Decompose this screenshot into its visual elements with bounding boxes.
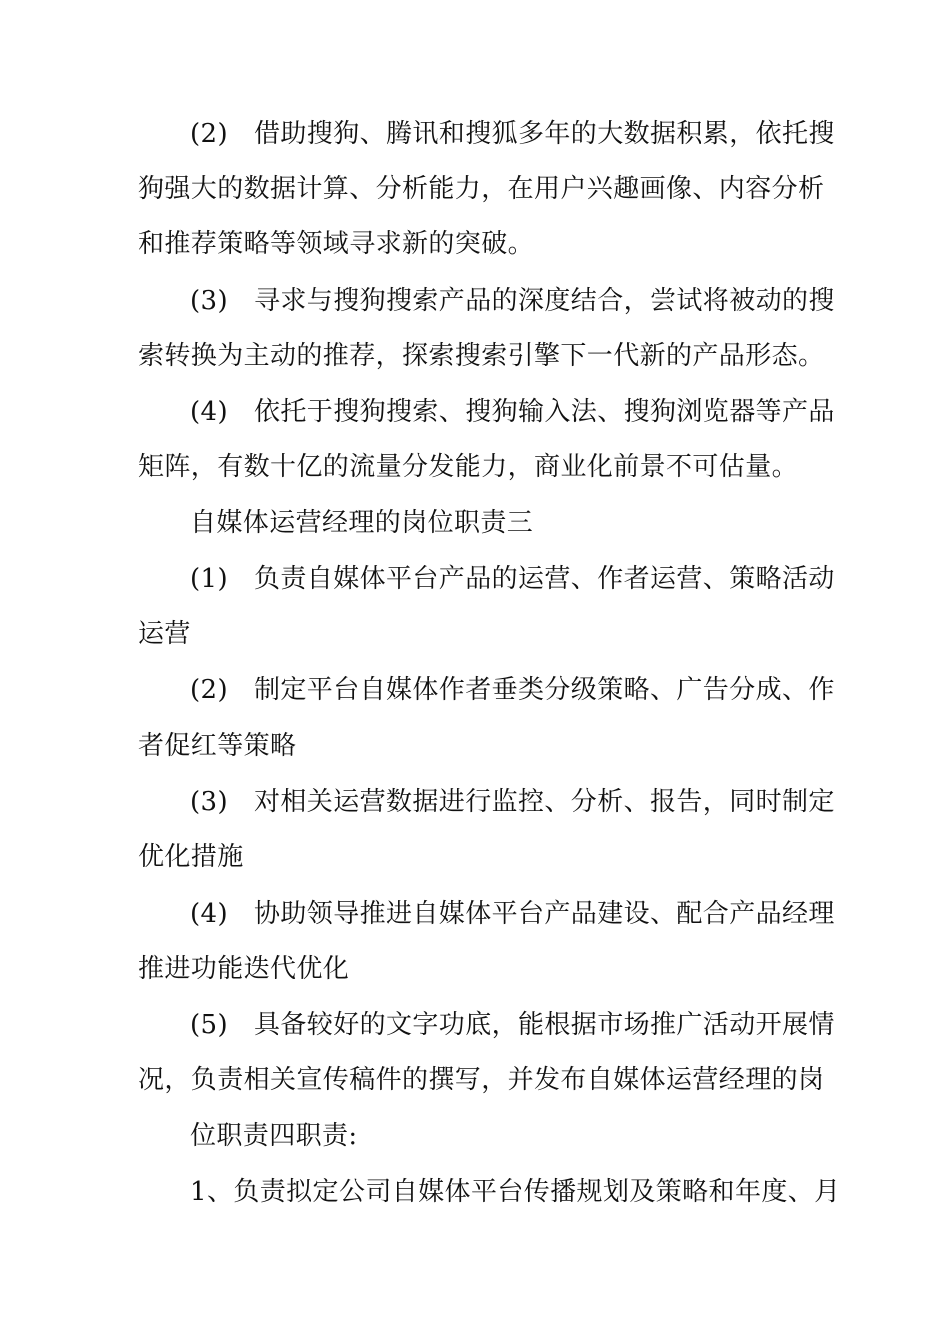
line-text: 1、负责拟定公司自媒体平台传播规划及策略和年度、月: [190, 1177, 841, 1207]
paragraph-line: [138, 617, 820, 651]
line-text: 况，负责相关宣传稿件的撰写，并发布自媒体运营经理的岗: [138, 1065, 825, 1095]
paragraph-line: [190, 395, 835, 429]
line-text: 推进功能迭代优化: [138, 954, 350, 984]
paragraph-line: [138, 172, 825, 206]
line-text: 和推荐策略等领域寻求新的突破。: [138, 229, 535, 259]
item-number: (1): [190, 564, 229, 594]
line-text: 具备较好的文字功底，能根据市场推广活动开展情: [254, 1010, 835, 1040]
paragraph-line: [138, 339, 825, 373]
line-text: 对相关运营数据进行监控、分析、报告，同时制定: [254, 787, 835, 817]
line-text: 借助搜狗、腾讯和搜狐多年的大数据积累，依托搜: [254, 119, 835, 149]
line-text: 寻求与搜狗搜索产品的深度结合，尝试将被动的搜: [254, 286, 835, 316]
paragraph-line: [190, 673, 835, 707]
paragraph-line: [190, 1008, 835, 1042]
line-text: 依托于搜狗搜索、搜狗输入法、搜狗浏览器等产品: [254, 397, 835, 427]
line-text: 优化措施: [138, 842, 244, 872]
item-number: (2): [190, 675, 229, 705]
line-text: 者促红等策略: [138, 731, 297, 761]
paragraph-line: [138, 1063, 825, 1097]
paragraph-line: [190, 117, 835, 151]
paragraph-line: [190, 785, 835, 819]
paragraph-line: [190, 284, 835, 318]
paragraph-line: [138, 729, 820, 763]
line-text: 协助领导推进自媒体平台产品建设、配合产品经理: [254, 899, 835, 929]
line-text: 负责自媒体平台产品的运营、作者运营、策略活动: [254, 564, 835, 594]
line-text: 运营: [138, 619, 191, 649]
item-number: (3): [190, 286, 229, 316]
item-number: (4): [190, 899, 229, 929]
paragraph-line: [138, 952, 820, 986]
line-text: 索转换为主动的推荐，探索搜索引擎下一代新的产品形态。: [138, 341, 825, 371]
item-number: (3): [190, 787, 229, 817]
section-heading: [190, 506, 820, 540]
paragraph-line: [138, 450, 820, 484]
item-number: (2): [190, 119, 229, 149]
paragraph-line: [190, 1119, 820, 1153]
paragraph-line: [190, 897, 835, 931]
line-text: 制定平台自媒体作者垂类分级策略、广告分成、作: [254, 675, 835, 705]
paragraph-line: [190, 562, 835, 596]
item-number: (4): [190, 397, 229, 427]
paragraph-line: [190, 1175, 841, 1209]
line-text: 矩阵，有数十亿的流量分发能力，商业化前景不可估量。: [138, 452, 799, 482]
paragraph-line: [138, 227, 820, 261]
line-text: 位职责四职责:: [190, 1121, 358, 1151]
line-text: 自媒体运营经理的岗位职责三: [190, 508, 534, 538]
paragraph-line: [138, 840, 820, 874]
line-text: 狗强大的数据计算、分析能力，在用户兴趣画像、内容分析: [138, 174, 825, 204]
item-number: (5): [190, 1010, 229, 1040]
